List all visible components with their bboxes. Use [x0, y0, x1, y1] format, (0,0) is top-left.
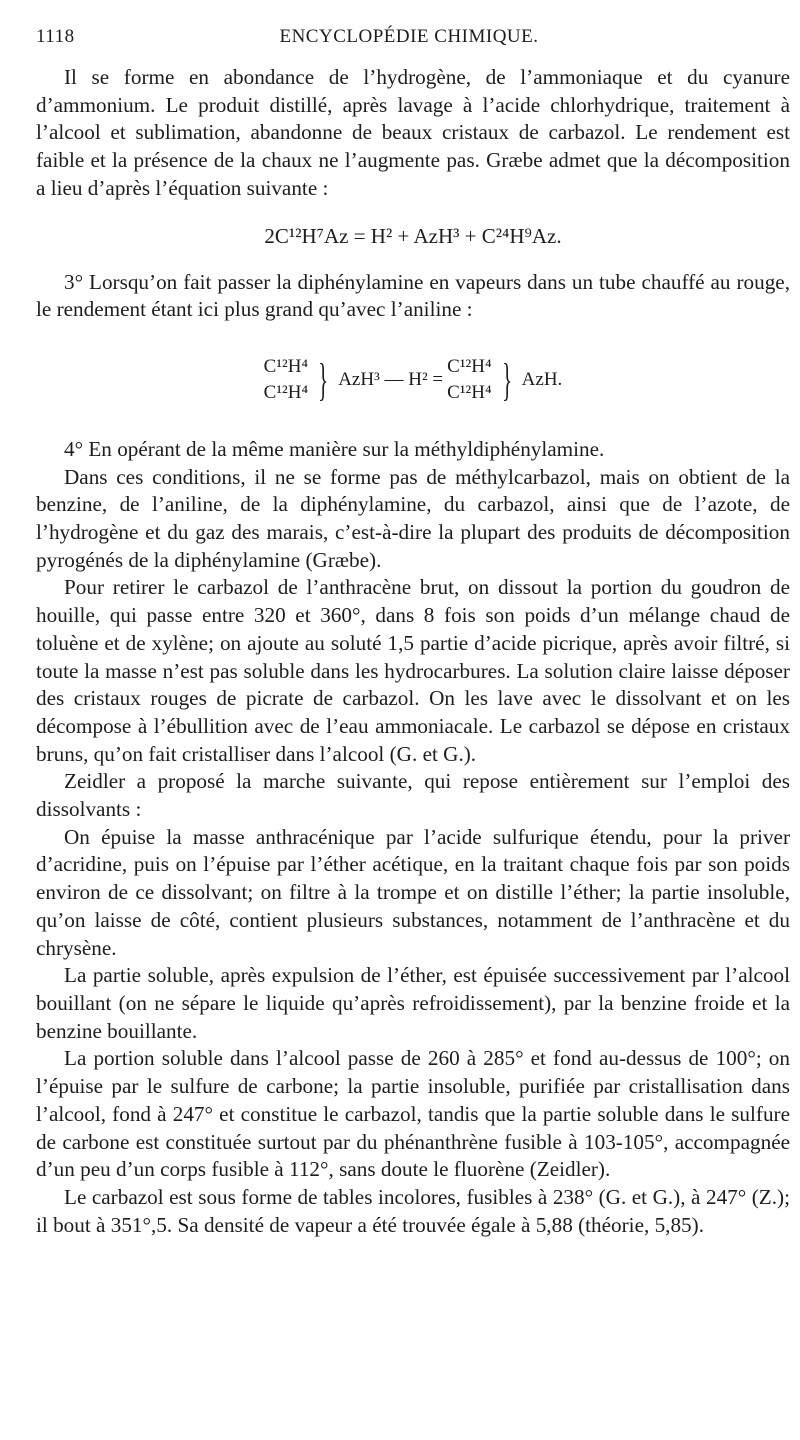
paragraph: Zeidler a proposé la marche suivante, qui repose entièrement sur l’emploi des dissolvants :	[36, 769, 790, 822]
body-text	[36, 64, 790, 1239]
formula: AzH³ — H² =	[338, 369, 444, 391]
paragraph: 4° En opérant de la même manière sur la méthyldiphénylamine.	[64, 436, 605, 461]
equation-diphenylamine	[36, 324, 790, 436]
paragraph: Le carbazol est sous forme de tables incolores, fusibles à 238° (G. et G.), à 247° (Z.); il bout à 351°,5. Sa densité de vapeur a été trouvée égale à 5,88 (théorie, 5,85).	[36, 1184, 790, 1237]
paragraph: Il se forme en abondance de l’hydrogène, de l’ammoniaque et du cyanure d’ammonium. Le produit distillé, après lavage à l’acide chlorhydrique, traitement à l’alcool et sublimation, abandonne de beaux cristaux de carbazol. Le rendement est faible et la présence de la chaux ne l’augmente pas. Græbe admet que la décomposition a lieu d’après l’équation suivante :	[36, 65, 790, 200]
paragraph: 3° Lorsqu’on fait passer la diphénylamine en vapeurs dans un tube chauffé au rouge, le rendement étant ici plus grand qu’avec l’aniline :	[36, 269, 790, 322]
formula: C¹²H⁴	[263, 381, 309, 403]
paragraph: Dans ces conditions, il ne se forme pas de méthylcarbazol, mais on obtient de la benzine, de l’aniline, de la diphénylamine, du carbazol, ainsi que de l’azote, de l’hydrogène et du gaz des marais, c’est-à-dire la plupart des produits de décomposition pyrogénés de la diphénylamine (Græbe).	[36, 464, 790, 572]
equation-left-group	[264, 354, 308, 406]
page-header	[36, 26, 782, 56]
equation-right-group	[447, 354, 491, 406]
running-title: ENCYCLOPÉDIE CHIMIQUE.	[279, 26, 539, 47]
formula: C¹²H⁴	[447, 381, 492, 403]
formula: C¹²H⁴	[447, 355, 492, 377]
brace: }	[318, 353, 329, 405]
formula: AzH.	[521, 369, 563, 391]
page-number: 1118	[36, 26, 75, 47]
paragraph: La portion soluble dans l’alcool passe de 260 à 285° et fond au-dessus de 100°; on l’épuise par le sulfure de carbone; la partie insoluble, purifiée par cristallisation dans l’alcool, fond à 247° et constitue le carbazol, tandis que la partie soluble dans le sulfure de carbone est constituée surtout par du phénanthrène fusible à 103-105°, accompagnée d’un peu d’un corps fusible à 112°, sans doute le fluorène (Zeidler).	[36, 1046, 790, 1182]
equation-decomposition: 2C¹²H⁷Az = H² + AzH³ + C²⁴H⁹Az.	[264, 223, 562, 248]
paragraph: Pour retirer le carbazol de l’anthracène brut, on dissout la portion du goudron de houille, qui passe entre 320 et 360°, dans 8 fois son poids d’un mélange chaud de toluène et de xylène; on ajoute au soluté 1,5 partie d’acide picrique, après avoir filtré, si toute la masse n’est pas soluble dans les hydrocarbures. La solution claire laisse déposer des cristaux rouges de picrate de carbazol. On les lave avec le dissolvant et on les décompose à l’ébullition avec de l’eau ammoniacale. Le carbazol se dépose en cristaux bruns, qu’on fait cristalliser dans l’alcool (G. et G.).	[36, 575, 790, 766]
formula: C¹²H⁴	[263, 355, 309, 377]
paragraph: La partie soluble, après expulsion de l’éther, est épuisée successivement par l’alcool bouillant (on ne sépare le liquide qu’après refroidissement), par la benzine froide et la benzine bouillante.	[36, 963, 790, 1043]
brace: }	[501, 353, 512, 405]
paragraph: On épuise la masse anthracénique par l’acide sulfurique étendu, pour la priver d’acridine, puis on l’épuise par l’éther acétique, en la traitant chaque fois par son poids environ de ce dissolvant; on filtre à la trompe et on distille l’éther; la partie insoluble, qu’on laisse de côté, contient plusieurs substances, notamment de l’anthracène et du chrysène.	[36, 824, 790, 960]
